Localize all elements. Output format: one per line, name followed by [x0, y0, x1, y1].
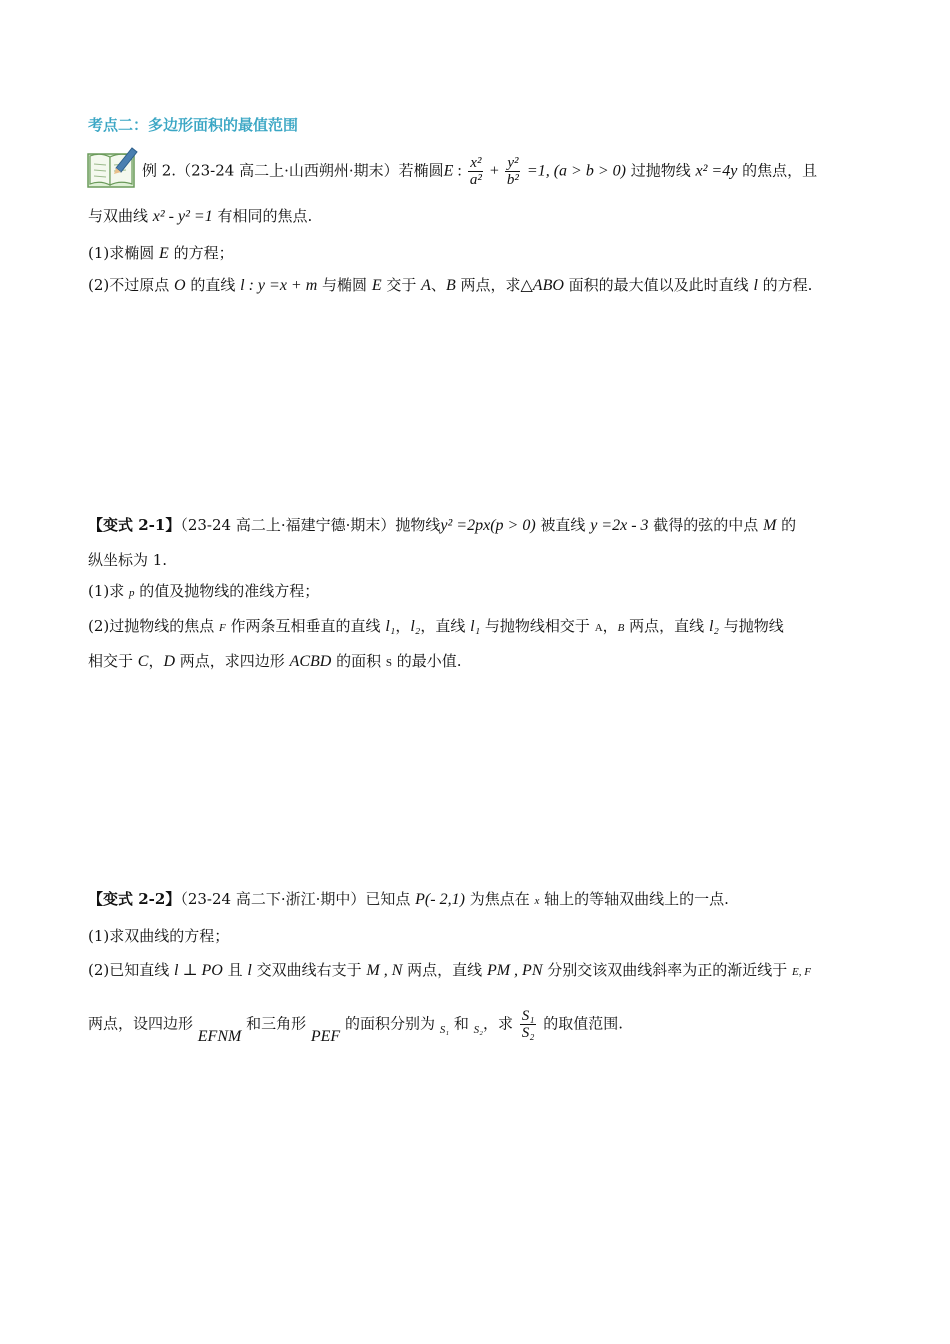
text: 的方程.: [757, 276, 813, 294]
text: ，: [395, 617, 411, 635]
text: 与抛物线: [718, 617, 784, 635]
frac-num: y²: [507, 155, 519, 171]
math-C: C: [137, 653, 149, 670]
line-equation: l : y =x + m: [240, 277, 318, 294]
text: 与抛物线相交于: [480, 617, 595, 635]
text: 相交于: [88, 652, 138, 670]
fraction-y2-b2: [505, 155, 521, 188]
math-B: B: [617, 622, 625, 634]
text: 的: [776, 516, 797, 534]
text: 有相同的焦点.: [212, 207, 313, 225]
text: 与双曲线: [88, 207, 153, 225]
math-ACBD: ACBD: [289, 653, 332, 670]
math-MN: M , N: [366, 962, 403, 979]
variant22-q2-line2: [88, 1008, 623, 1045]
text: (1)求: [88, 582, 130, 600]
hyperbola-equation: x² - y² =1: [152, 208, 213, 225]
math-A: A: [421, 277, 431, 294]
math-O: O: [174, 277, 186, 294]
math-S1: S₁: [439, 1023, 450, 1036]
text: ，: [148, 652, 164, 670]
text: 、: [430, 276, 446, 294]
fraction-S1-S2: [520, 1008, 537, 1041]
text: 的方程；: [168, 244, 234, 262]
text: 的面积: [331, 652, 386, 670]
section-heading: 考点二：多边形面积的最值范围: [88, 116, 299, 134]
parabola-equation: y² =2px(p > 0): [440, 517, 536, 534]
text: 的取值范围.: [538, 1014, 623, 1033]
math-D: D: [163, 653, 176, 670]
math-B: B: [445, 277, 456, 294]
text: 交于: [381, 276, 422, 294]
math-E: E: [159, 245, 169, 262]
variant21-line1: [88, 514, 796, 537]
frac-den: b²: [506, 172, 519, 188]
variant21-q1: [88, 580, 319, 604]
math-l1: l₁: [385, 618, 396, 635]
example2-q1: [88, 242, 234, 265]
math-l: l: [753, 277, 758, 294]
math-F: F: [219, 622, 226, 634]
text: 被直线: [535, 516, 591, 534]
text: 交双曲线右支于: [251, 961, 367, 979]
text: 过抛物线: [625, 161, 696, 180]
text: 的最小值.: [392, 652, 462, 670]
text: 的焦点，且: [737, 161, 818, 180]
text: 和: [449, 1014, 474, 1033]
math-p: p: [129, 587, 135, 599]
math-A: A: [594, 622, 603, 634]
variant21-source: （23-24 高二上·福建宁德·期末）抛物线: [180, 516, 441, 534]
text: ，求: [482, 1014, 518, 1033]
text: ，: [602, 617, 618, 635]
example2-line1: [142, 155, 817, 188]
math-l1: l₁: [470, 618, 481, 635]
ellipse-condition: =1, (a > b > 0): [522, 162, 626, 180]
fraction-x2-a2: [468, 155, 484, 188]
text: 的值及抛物线的准线方程；: [134, 582, 320, 600]
text: (2)不过原点: [88, 276, 175, 294]
math-PEF: PEF: [310, 1027, 341, 1045]
triangle-ABO: △ABO: [520, 277, 564, 294]
text: 两点，直线: [402, 961, 487, 979]
text: 且: [222, 961, 248, 979]
text: 的直线: [185, 276, 241, 294]
ellipse-E: E: [443, 162, 454, 180]
math-l2: l₂: [410, 618, 421, 635]
frac-den: S₂: [521, 1025, 535, 1041]
variant22-line1: [88, 888, 729, 912]
text: 分别交该双曲线斜率为正的渐近线于: [542, 961, 793, 979]
math-l2: l₂: [708, 618, 719, 635]
math-l: l: [247, 962, 252, 979]
perp-condition: l ⊥ PO: [174, 962, 223, 979]
variant21-q2-line1: [88, 615, 784, 639]
math-S2: S₂: [473, 1023, 483, 1036]
text: 两点，直线: [624, 617, 709, 635]
point-P: P(- 2,1): [415, 891, 465, 908]
math-PM-PN: PM , PN: [486, 962, 543, 979]
text: ，直线: [420, 617, 471, 635]
math-EF: E, F: [792, 966, 811, 978]
text: 和三角形: [241, 1014, 311, 1033]
variant21-line2: 纵坐标为 1.: [88, 551, 168, 569]
text: (2)过抛物线的焦点: [88, 617, 220, 635]
variant22-source: （23-24 高二下·浙江·期中）已知点: [180, 890, 416, 908]
colon: :: [453, 162, 466, 180]
book-pencil-icon: [86, 144, 140, 190]
text: 两点，求: [455, 276, 521, 294]
example2-label: 例 2.（23-24 高二上·山西朔州·期末）若椭圆: [142, 161, 444, 180]
math-M: M: [763, 517, 777, 534]
text: 两点，求四边形: [175, 652, 290, 670]
parabola-equation: x² =4y: [695, 162, 738, 180]
math-EFNM: EFNM: [197, 1027, 242, 1045]
variant21-label: 【变式 2-1】: [88, 516, 181, 534]
text: 轴上的等轴双曲线上的一点.: [539, 890, 729, 908]
frac-den: a²: [469, 172, 482, 188]
text: (2)已知直线: [88, 961, 175, 979]
frac-num: x²: [470, 155, 482, 171]
plus: +: [485, 162, 503, 180]
math-E: E: [371, 277, 382, 294]
text: 与椭圆: [317, 276, 372, 294]
text: 作两条互相垂直的直线: [225, 617, 386, 635]
text: 面积的最大值以及此时直线: [563, 276, 754, 294]
text: 截得的弦的中点: [648, 516, 764, 534]
example2-q2: [88, 274, 812, 297]
math-x: x: [534, 895, 540, 907]
text: 的面积分别为: [340, 1014, 440, 1033]
variant21-q2-line2: [88, 650, 462, 674]
text: (1)求椭圆: [88, 244, 160, 262]
text: 两点，设四边形: [88, 1014, 198, 1033]
variant22-label: 【变式 2-2】: [88, 890, 181, 908]
example2-line2: [88, 205, 312, 228]
frac-num: S₁: [521, 1008, 535, 1024]
line-equation: y =2x - 3: [590, 517, 649, 534]
variant22-q1: (1)求双曲线的方程；: [88, 927, 230, 945]
text: 为焦点在: [464, 890, 535, 908]
math-S: S: [385, 657, 393, 669]
variant22-q2-line1: [88, 959, 811, 983]
